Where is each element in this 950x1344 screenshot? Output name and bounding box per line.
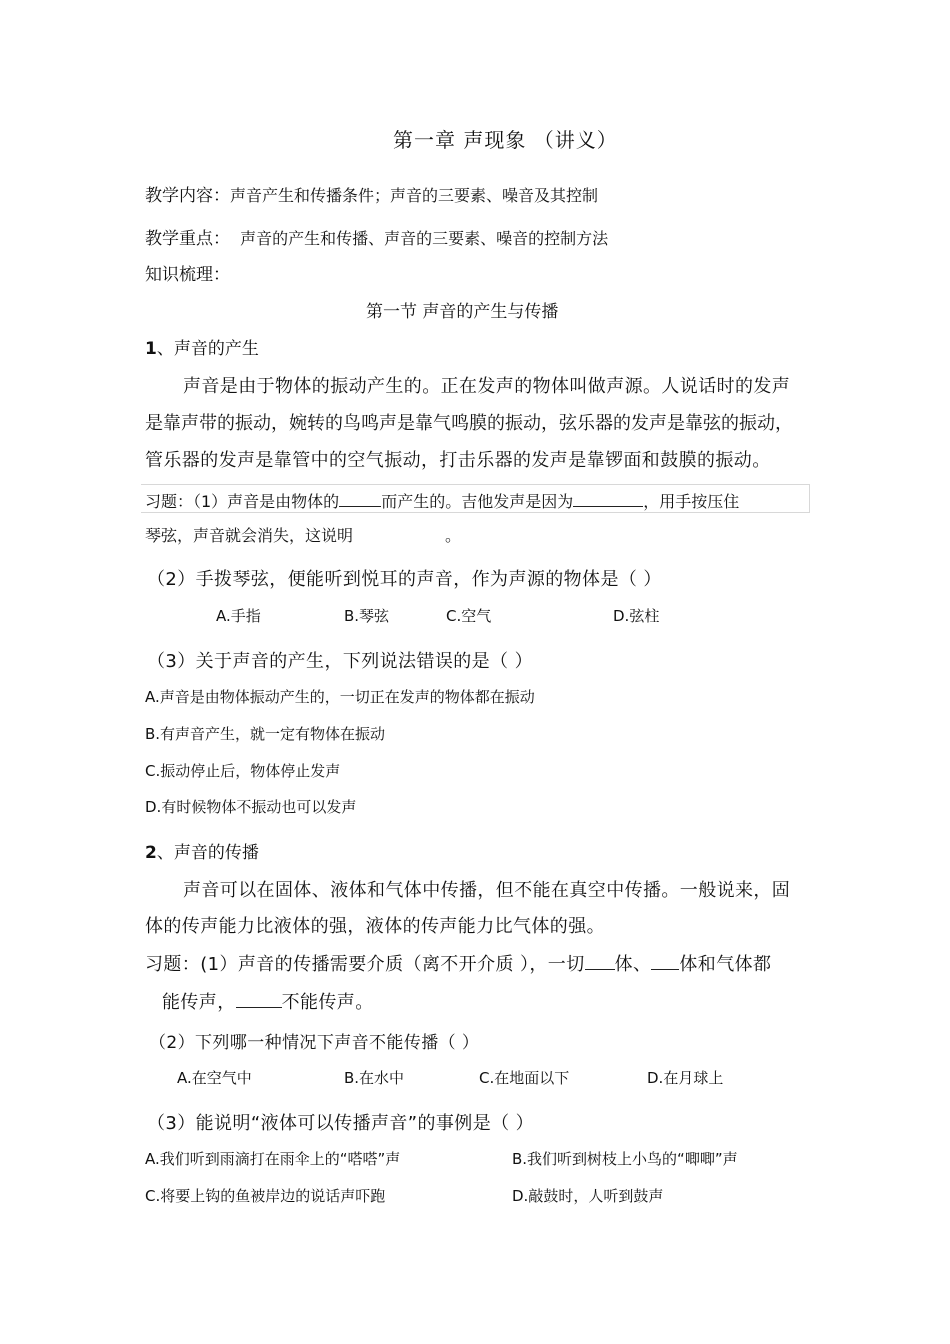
option-d[interactable]: D.有时候物体不振动也可以发声 (145, 798, 357, 816)
question-2: （2）下列哪一种情况下声音不能传播（ ） (149, 1033, 480, 1053)
para-line: 声音是由于物体的振动产生的。正在发声的物体叫做声源。人说话时的发声 (183, 376, 791, 397)
heading-number: 2 (145, 843, 157, 863)
option-c[interactable]: C.振动停止后，物体停止发声 (145, 762, 341, 780)
teaching-content (145, 181, 598, 206)
exercise-2-line-2 (162, 988, 374, 1014)
option-c[interactable]: C.将要上钩的鱼被岸边的说话声吓跑 (145, 1187, 386, 1205)
heading-sound-production (145, 334, 259, 359)
option-a[interactable]: A.声音是由物体振动产生的，一切正在发声的物体都在振动 (145, 688, 535, 706)
exercise-text: 习题：（1）声音是由物体的 (145, 492, 340, 511)
exercise-text: 能传声， (162, 992, 236, 1013)
teaching-focus (145, 224, 608, 249)
heading-number: 1 (145, 339, 157, 359)
exercise-text: 琴弦，声音就会消失，这说明 (145, 526, 354, 545)
option-d[interactable]: D.弦柱 (613, 607, 660, 625)
answer-blank[interactable] (585, 951, 615, 970)
para-line: 管乐器的发声是靠管中的空气振动，打击乐器的发声是靠锣面和鼓膜的振动。 (145, 450, 771, 471)
option-a[interactable]: A.手指 (216, 607, 261, 625)
para-line: 体的传声能力比液体的强，液体的传声能力比气体的强。 (145, 916, 605, 937)
exercise-text: ，用手按压住 (643, 492, 740, 511)
option-c[interactable]: C.在地面以下 (479, 1069, 570, 1087)
question-3: （3）关于声音的产生，下列说法错误的是（ ） (147, 651, 533, 672)
option-c[interactable]: C.空气 (446, 607, 492, 625)
option-a[interactable]: A.我们听到雨滴打在雨伞上的“嗒嗒”声 (145, 1150, 401, 1168)
question-2: （2）手拨琴弦，便能听到悦耳的声音，作为声源的物体是（ ） (147, 569, 662, 590)
para-line: 声音可以在固体、液体和气体中传播，但不能在真空中传播。一般说来，固 (183, 880, 791, 901)
option-b[interactable]: B.有声音产生，就一定有物体在振动 (145, 725, 386, 743)
option-d[interactable]: D.敲鼓时，人听到鼓声 (512, 1187, 664, 1205)
teaching-focus-label: 教学重点： (145, 229, 230, 249)
teaching-content-label: 教学内容： (145, 186, 230, 206)
outline-label: 知识梳理： (145, 265, 230, 285)
para-line: 是靠声带的振动，婉转的鸟鸣声是靠气鸣膜的振动，弦乐器的发声是靠弦的振动， (145, 413, 793, 434)
heading-text: 、声音的产生 (156, 339, 259, 359)
exercise-text: 习题：(1）声音的传播需要介质（离不开介质 ），一切 (145, 954, 585, 975)
option-b[interactable]: B.琴弦 (344, 607, 390, 625)
answer-blank[interactable] (651, 951, 679, 970)
exercise-1-line-2 (145, 523, 461, 546)
teaching-focus-text: 声音的产生和传播、声音的三要素、噪音的控制方法 (240, 229, 609, 248)
exercise-text: 体、 (614, 954, 652, 975)
exercise-text: 不能传声。 (281, 992, 374, 1013)
exercise-2-line-1 (145, 950, 771, 976)
option-b[interactable]: B.在水中 (344, 1069, 405, 1087)
heading-text: 、声音的传播 (156, 843, 259, 863)
option-a[interactable]: A.在空气中 (177, 1069, 252, 1087)
exercise-text: 。 (445, 526, 462, 545)
option-b[interactable]: B.我们听到树枝上小鸟的“唧唧”声 (512, 1150, 738, 1168)
answer-blank[interactable] (236, 989, 282, 1008)
section-1-title: 第一节 声音的产生与传播 (366, 302, 559, 322)
answer-blank[interactable] (573, 488, 643, 507)
question-3: （3）能说明“液体可以传播声音”的事例是（ ） (147, 1113, 535, 1134)
exercise-text: 而产生的。吉他发声是因为 (381, 492, 574, 511)
exercise-text: 体和气体都 (679, 954, 772, 975)
exercise-1-line-1 (145, 488, 739, 512)
page-title: 第一章 声现象 （讲义） (393, 128, 618, 152)
answer-blank[interactable] (339, 488, 381, 507)
option-d[interactable]: D.在月球上 (647, 1069, 724, 1087)
heading-sound-propagation (145, 838, 259, 863)
teaching-content-text: 声音产生和传播条件；声音的三要素、噪音及其控制 (230, 186, 599, 205)
